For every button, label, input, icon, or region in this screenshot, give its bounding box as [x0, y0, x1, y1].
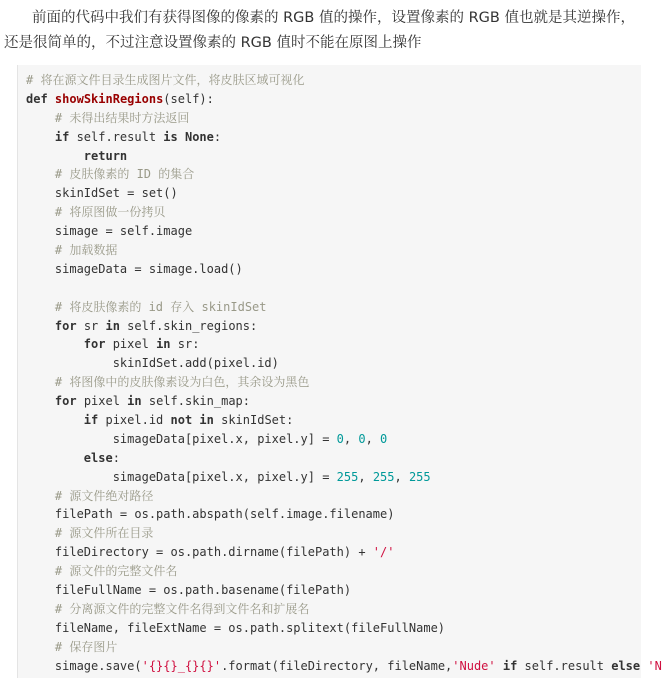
code-text — [26, 375, 55, 389]
code-line — [26, 109, 662, 128]
code-comment: # 皮肤像素的 ID 的集合 — [54, 167, 195, 182]
code-text — [26, 394, 55, 408]
code-line — [26, 392, 662, 411]
code-text: simage = self.image — [26, 224, 193, 239]
code-comment: # 源文件绝对路径 — [54, 488, 154, 503]
code-comment: # 未得出结果时方法返回 — [54, 110, 190, 125]
code-line — [26, 543, 662, 562]
code-text: , — [365, 431, 381, 446]
code-text — [26, 489, 55, 503]
code-text — [496, 659, 503, 673]
code-comment: # 将原图做一份拷贝 — [54, 205, 166, 220]
code-keyword: if — [83, 413, 99, 428]
code-line — [26, 487, 662, 506]
code-line — [26, 468, 662, 487]
code-line — [26, 638, 662, 657]
code-comment: # 源文件的完整文件名 — [54, 564, 178, 579]
code-listing — [26, 71, 662, 676]
code-text: simage.save( — [26, 658, 142, 673]
code-line — [26, 600, 662, 619]
code-text — [26, 149, 84, 163]
code-text — [26, 300, 55, 314]
code-text: self.skin_regions: — [119, 318, 258, 333]
code-line — [26, 335, 662, 354]
code-line — [26, 562, 662, 581]
code-text: self.skin_map: — [141, 394, 250, 409]
code-text: filePath = os.path.abspath(self.image.filename) — [26, 507, 395, 522]
paragraph-line-2: 还是很简单的，不过注意设置像素的 RGB 值时不能在原图上操作 — [4, 35, 422, 51]
code-string: '/' — [372, 545, 395, 560]
code-number: 0 — [380, 431, 388, 446]
code-text — [26, 111, 55, 125]
code-line — [26, 184, 662, 203]
code-line — [26, 657, 662, 676]
code-text: fileFullName = os.path.basename(filePath) — [26, 583, 352, 598]
code-keyword: in — [199, 413, 214, 428]
code-text: fileName, fileExtName = os.path.splitext(fileFullName) — [26, 620, 446, 635]
code-line — [26, 505, 662, 524]
code-block — [17, 65, 662, 678]
code-function-name: showSkinRegions — [54, 91, 164, 106]
code-text: (self): — [163, 91, 214, 106]
article-paragraph — [4, 6, 640, 56]
code-line — [26, 581, 662, 600]
code-text: skinIdSet = set() — [26, 186, 178, 201]
code-number: 255 — [408, 469, 431, 484]
code-text: .format(fileDirectory, fileName, — [221, 658, 453, 673]
code-text: : — [213, 129, 222, 144]
code-line — [26, 298, 662, 317]
code-text — [178, 130, 185, 144]
code-line — [26, 222, 662, 241]
code-line — [26, 279, 662, 298]
code-text — [26, 337, 84, 351]
code-line — [26, 411, 662, 430]
code-line — [26, 449, 662, 468]
code-text — [26, 640, 55, 654]
code-line — [26, 524, 662, 543]
code-comment: # 源文件所在目录 — [54, 526, 154, 541]
code-number: 255 — [336, 469, 359, 484]
code-line — [26, 354, 662, 373]
code-keyword: def — [26, 91, 48, 106]
code-text — [26, 526, 55, 540]
code-number: 0 — [358, 431, 366, 446]
code-line — [26, 619, 662, 638]
code-line — [26, 165, 662, 184]
code-string: 'Nude' — [452, 658, 496, 673]
code-string: '{}{}_{}{}' — [141, 658, 222, 673]
code-text — [48, 92, 55, 106]
code-text: simageData[pixel.x, pixel.y] = — [26, 431, 337, 446]
code-keyword: None — [184, 129, 214, 144]
code-keyword: return — [83, 148, 128, 163]
code-text: sr — [76, 318, 106, 333]
code-text: pixel — [105, 337, 157, 352]
code-text — [26, 413, 84, 427]
code-text: : — [112, 450, 120, 465]
paragraph-line-1: 前面的代码中我们有获得图像的像素的 RGB 值的操作，设置像素的 RGB 值也就是其逆操作， — [32, 10, 635, 26]
code-keyword: in — [127, 394, 142, 409]
code-line — [26, 90, 662, 109]
code-text — [26, 243, 55, 257]
code-text: sr: — [170, 337, 200, 352]
code-line — [26, 317, 662, 336]
code-text — [26, 602, 55, 616]
code-text — [26, 319, 55, 333]
code-line — [26, 128, 662, 147]
code-text — [26, 167, 55, 181]
code-comment: # 将图像中的皮肤像素设为白色，其余设为黑色 — [54, 375, 310, 390]
code-text: simageData[pixel.x, pixel.y] = — [26, 469, 337, 484]
code-keyword: in — [105, 318, 120, 333]
code-comment: # 加载数据 — [54, 243, 118, 258]
code-text: fileDirectory = os.path.dirname(filePath) + — [26, 545, 373, 560]
code-line — [26, 430, 662, 449]
code-text: skinIdSet.add(pixel.id) — [26, 356, 279, 371]
code-text — [26, 564, 55, 578]
code-comment: # 分离源文件的完整文件名得到文件名和扩展名 — [54, 601, 310, 616]
code-text: , — [358, 469, 373, 484]
code-line — [26, 147, 662, 166]
code-text: pixel.id — [98, 413, 171, 428]
code-text: simageData = simage.load() — [26, 261, 243, 276]
code-keyword: for — [54, 318, 77, 333]
code-text: , — [343, 431, 359, 446]
code-text: skinIdSet: — [213, 413, 294, 428]
code-text: self.result — [69, 129, 164, 144]
code-keyword: for — [54, 394, 77, 409]
code-text: , — [394, 469, 409, 484]
code-keyword: for — [83, 337, 106, 352]
code-comment: # 将在源文件目录生成图片文件，将皮肤区域可视化 — [26, 73, 305, 87]
code-string: 'N — [647, 658, 662, 673]
code-comment: # 保存图片 — [54, 639, 118, 654]
code-keyword: is — [163, 129, 178, 144]
code-text — [26, 130, 55, 144]
code-line — [26, 260, 662, 279]
code-keyword: not — [170, 413, 193, 428]
code-number: 255 — [372, 469, 395, 484]
code-text — [26, 451, 84, 465]
code-keyword: if — [502, 658, 518, 673]
code-comment: # 将皮肤像素的 id 存入 skinIdSet — [54, 299, 267, 314]
code-keyword: else — [611, 658, 641, 673]
code-line — [26, 241, 662, 260]
code-keyword: if — [54, 129, 70, 144]
code-keyword: in — [156, 337, 171, 352]
code-number: 0 — [336, 431, 344, 446]
code-line — [26, 71, 662, 90]
code-line — [26, 203, 662, 222]
code-line — [26, 373, 662, 392]
code-text — [26, 205, 55, 219]
code-text: self.result — [517, 658, 612, 673]
code-keyword: else — [83, 450, 113, 465]
code-text: pixel — [76, 394, 128, 409]
